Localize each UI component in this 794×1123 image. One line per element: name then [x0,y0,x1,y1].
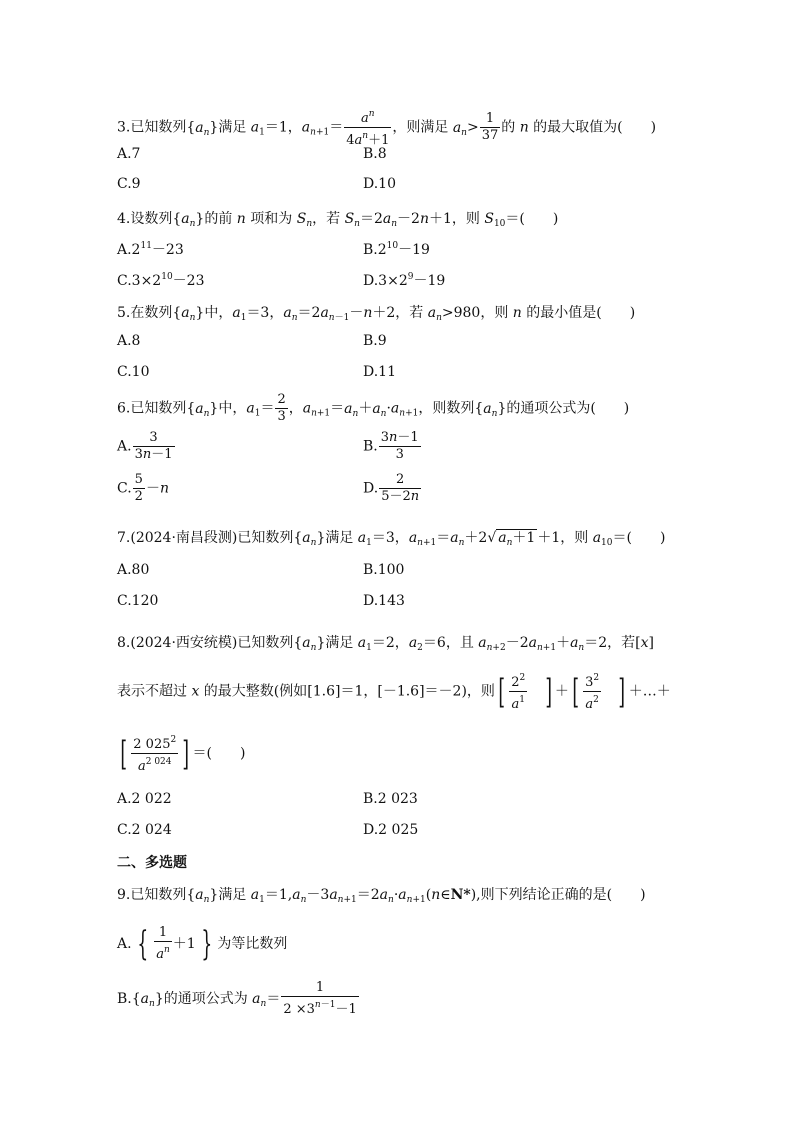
q6-option-b: B. $\frac{3n-1}{3}$ [363,430,419,462]
question-8-line-2: 表示不超过 x 的最大整数(例如[1.6]＝1，[－1.6]＝－2)，则[ $\frac{2^2}{a^1}$ ] ＋[ $\frac{3^2}{a^2}$ ] ＋…＋ [117,671,671,712]
question-8-line-3: [ $\frac{2 025^2}{a^{2 024}}$ ] ＝( ) [120,733,246,774]
question-4: 4.设数列$\{a_n\}$的前 n 项和为 $S_n$，若 $S_n=2a_n-2n+1$，则 $S_{10}=$( ) [117,211,559,229]
q8-option-c: C.2 024 [117,822,172,838]
q5-option-d: D.11 [363,364,396,380]
question-8: 8.(2024·西安统模)已知数列$\{a_n\}$满足 $a_1=2$，$a_2=6$，且 $a_{n+2}-2a_{n+1}+a_n=2$，若[x] [117,635,654,653]
q3-option-b: B.8 [363,146,387,162]
fraction-2-3: $\frac{2}{3}$ [277,392,286,424]
q6-option-a: A. $\frac{3}{3n-1}$ [117,430,173,462]
q7-option-d: D.143 [363,593,405,609]
question-7: 7.(2024·南昌段测)已知数列$\{a_n\}$满足 $a_1=3$，$a_{n+1}=a_n+2√$ $a_n+1 +1$，则 $a_{10}=$( ) [117,530,666,548]
q7-option-c: C.120 [117,593,159,609]
q6-option-c: C. $\frac{5}{2}$ －n [117,472,169,504]
q3-option-a: A.7 [117,146,141,162]
q8-option-a: A.2 022 [117,791,172,807]
q3-option-c: C.9 [117,176,141,192]
q8-option-b: B.2 023 [363,791,418,807]
q4-option-c: $C.3\times 2^{10}-23$ [117,272,205,289]
section-heading: 二、多选题 [117,855,187,871]
q7-option-a: A.80 [117,562,150,578]
q8-option-d: D.2 025 [363,822,419,838]
q5-option-c: C.10 [117,364,150,380]
q3-option-d: D.10 [363,176,396,192]
q5-option-a: A.8 [117,333,141,349]
q6-option-d: D. $\frac{2}{5-2n}$ [363,472,420,504]
q7-option-b: B.100 [363,562,405,578]
question-9: 9.已知数列$\{a_n\}$满足 $a_1=1,a_n-3a_{n+1}=2a_n\cdot a_{n+1}(n\in N*)$,则下列结论正确的是( ) [117,887,646,905]
question-5: 5.在数列$\{a_n\}$中，$a_1=3$，$a_n=2a_{n-1}-n+2$，若 $a_n>980$，则 n 的最小值是( ) [117,305,636,323]
fraction-an-over: $\frac{a^n}{4a^n+1}$ [344,106,391,149]
question-6: 6.已知数列$\{a_n\}$中，$a_1=$ $\frac{2}{3}$ ，$a_{n+1}=a_n+a_n\cdot a_{n+1}$，则数列$\{a_n\}$的通项公式为( ) [117,392,630,424]
q5-option-b: B.9 [363,333,387,349]
question-3: 3.已知数列$\{a_n\}$满足 $a_1=1$，$a_{n+1}=$ $\frac{a^n}{4a^n+1}$ ，则满足 $a_n>$ $\frac{1}{37}$ 的 n 的最大取值为( ) [117,106,656,149]
q4-option-d: $D.3\times 2^9-19$ [363,272,446,289]
q4-option-a: $A.2^{11}-23$ [117,241,184,258]
fraction-1-37: $\frac{1}{37}$ [481,111,499,143]
q4-option-b: $B.2^{10}-19$ [363,241,430,258]
q9-option-a: A. { $\frac{1}{a^n}$ ＋1 } 为等比数列 [117,924,288,964]
q9-option-b: $B.\{a_n\}$的通项公式为 $a_n=$ $\frac{1}{2 \times 3^{n-1}-1}$ [117,980,357,1017]
